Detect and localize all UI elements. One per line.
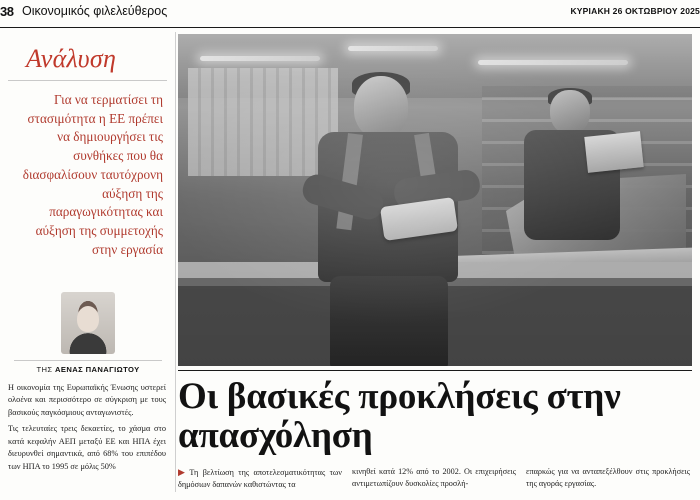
- body-columns: [178, 466, 692, 500]
- rail-paragraph: Τις τελευταίες τρεις δεκαετίες, το χάσμα στο κατά κεφαλήν ΑΕΠ μεταξύ ΕΕ και ΗΠΑ έχει διευρυνθεί σημαντικά, από 68% του επιπέδου των ΗΠΑ το 1995 σε μόλις 50%: [8, 424, 166, 471]
- analysis-kicker: Ανάλυση: [26, 44, 117, 73]
- kicker-divider: [8, 80, 167, 81]
- body-text: Τη βελτίωση της αποτελεσματικότητας των δημόσιων δαπανών καθιστώντας τα: [178, 468, 343, 490]
- masthead: [0, 0, 700, 28]
- body-column: [352, 466, 516, 500]
- body-column: [526, 466, 690, 500]
- photo-vignette: [178, 34, 692, 366]
- left-rail: [8, 32, 176, 492]
- avatar: [61, 292, 115, 354]
- page-title: Οι βασικές προκλήσεις στην απασχόληση: [178, 376, 621, 457]
- issue-date: ΚΥΡΙΑΚΗ 26 ΟΚΤΩΒΡΙΟΥ 2025: [570, 6, 700, 16]
- byline-name: ΑΕΝΑΣ ΠΑΝΑΓΙΩΤΟΥ: [55, 365, 140, 374]
- byline-prefix: ΤΗΣ: [36, 365, 53, 374]
- standfirst-text: Για να τερματίσει τη στασιμότητα η ΕΕ πρέπει να δημιουργήσει τις συνθήκες που θα διασφαλίσουν ταυτόχρονη αύξηση της παραγωγικότητας και αύξηση της συμμετοχής στην εργασία: [22, 92, 163, 257]
- headline-block: [178, 370, 692, 455]
- body-paragraph: [178, 466, 342, 491]
- rail-paragraph: Η οικονομία της Ευρωπαϊκής Ένωσης υστερεί ολοένα και περισσότερο σε σύγκριση με τους βασικούς παγκόσμιους ανταγωνιστές.: [8, 383, 166, 417]
- bullet-icon: ▶: [178, 467, 188, 477]
- factory-worker-photograph: [178, 34, 692, 366]
- body-paragraph: κινηθεί κατά 12% από το 2002. Οι επιχειρήσεις αντιμετωπίζουν δυσκολίες προσλή-: [352, 467, 516, 488]
- section-title: Οικονομικός φιλελεύθερος: [22, 4, 168, 18]
- byline-divider: [14, 360, 162, 361]
- body-column: [178, 466, 342, 500]
- body-paragraph: επαρκώς για να ανταπεξέλθουν στις προκλήσεις της αγοράς εργασίας.: [526, 467, 690, 488]
- byline-block: [8, 292, 168, 374]
- byline: [8, 365, 168, 374]
- page-folio: 38: [0, 4, 14, 19]
- rail-body-text: [8, 382, 170, 492]
